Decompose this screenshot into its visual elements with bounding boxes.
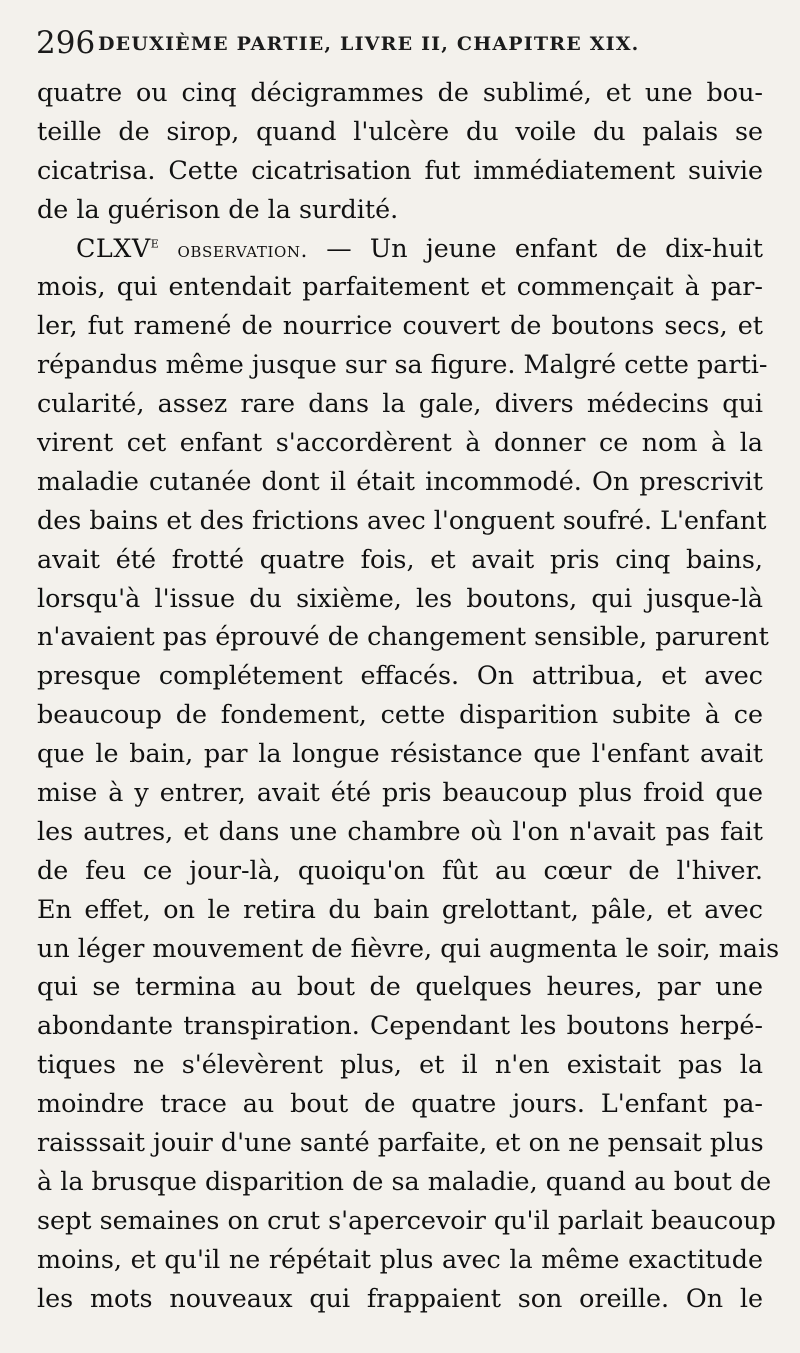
text-line: presque complétement effacés. On attribua, et avec (37, 660, 763, 691)
text-line: à la brusque disparition de sa maladie, quand au bout de (37, 1165, 772, 1196)
text-line: cularité, assez rare dans la gale, divers médecins qui (37, 388, 763, 419)
text-line: virent cet enfant s'accordèrent à donner ce nom à la (37, 427, 763, 458)
text-line: teille de sirop, quand l'ulcère du voile du palais se (37, 115, 763, 146)
observation-number: CLXVe (76, 232, 160, 263)
text-line: sept semaines on crut s'apercevoir qu'il parlait beaucoup (37, 1204, 776, 1235)
observation-title: observation. (177, 237, 308, 262)
text-line: répandus même jusque sur sa figure. Malgré cette parti- (37, 349, 768, 380)
text-line: un léger mouvement de fièvre, qui augmenta le soir, mais (37, 932, 780, 963)
observation-superscript: e (150, 233, 160, 252)
text-line: abondante transpiration. Cependant les boutons herpé- (37, 1010, 763, 1041)
text-line: mise à y entrer, avait été pris beaucoup plus froid que (37, 777, 763, 808)
body-text (37, 73, 780, 1318)
text-line: tiques ne s'élevèrent plus, et il n'en existait pas la (37, 1049, 763, 1080)
text-line: de feu ce jour-là, quoiqu'on fût au cœur de l'hiver. (37, 854, 763, 885)
text-line: des bains et des frictions avec l'onguent soufré. L'enfant (37, 504, 767, 535)
text-line: quatre ou cinq décigrammes de sublimé, et une bou- (37, 77, 763, 107)
observation-heading-line (37, 229, 763, 268)
text-line: les mots nouveaux qui frappaient son oreille. On le (37, 1282, 763, 1313)
text-line: n'avaient pas éprouvé de changement sensible, parurent (37, 621, 769, 652)
text-line: moindre trace au bout de quatre jours. L'enfant pa- (37, 1088, 763, 1119)
page-number: 296 (36, 25, 96, 61)
observation-first-line-rest: — Un jeune enfant de dix-huit (307, 232, 763, 263)
text-line: En effet, on le retira du bain grelottant, pâle, et avec (37, 893, 763, 924)
text-line: maladie cutanée dont il était incommodé. On prescrivit (37, 465, 763, 496)
text-line: raisssait jouir d'une santé parfaite, et on ne pensait plus (37, 1127, 764, 1158)
text-line: qui se termina au bout de quelques heures, par une (37, 971, 763, 1002)
text-line: mois, qui entendait parfaitement et commençait à par- (37, 271, 763, 302)
text-line: beaucoup de fondement, cette disparition subite à ce (37, 699, 763, 730)
text-line: lorsqu'à l'issue du sixième, les boutons, qui jusque-là (37, 582, 763, 613)
text-line: moins, et qu'il ne répétait plus avec la même exactitude (37, 1243, 763, 1274)
page-header (36, 24, 766, 64)
text-line: que le bain, par la longue résistance que l'enfant avait (37, 738, 763, 769)
running-head: DEUXIÈME PARTIE, LIVRE II, CHAPITRE XIX. (98, 33, 640, 55)
text-line: de la guérison de la surdité. (37, 193, 399, 224)
text-line: cicatrisa. Cette cicatrisation fut immédiatement suivie (37, 154, 763, 185)
text-line: les autres, et dans une chambre où l'on n'avait pas fait (37, 815, 763, 846)
text-line: ler, fut ramené de nourrice couvert de boutons secs, et (37, 310, 763, 341)
text-line: avait été frotté quatre fois, et avait pris cinq bains, (37, 543, 763, 574)
